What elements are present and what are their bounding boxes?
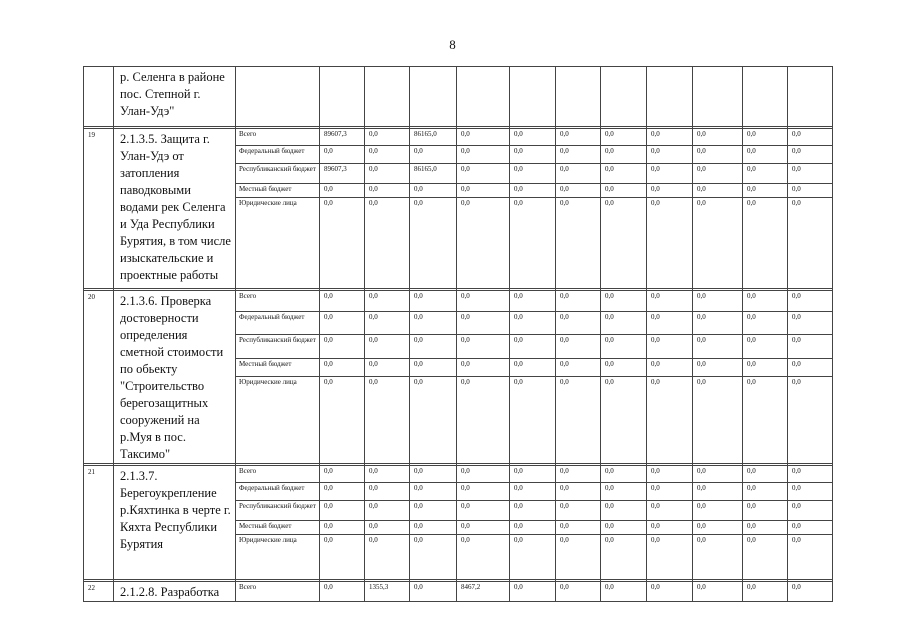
funding-source: Республиканский бюджет	[236, 164, 320, 184]
value-cell: 0,0	[457, 334, 510, 359]
value-cell: 0,0	[788, 184, 833, 198]
value-cell: 0,0	[510, 312, 556, 334]
row-index: 20	[84, 291, 114, 464]
funding-source: Местный бюджет	[236, 521, 320, 535]
value-cell: 0,0	[365, 501, 410, 521]
value-cell: 0,0	[410, 198, 457, 289]
value-cell: 0,0	[320, 466, 365, 483]
value-cell: 0,0	[647, 466, 693, 483]
value-cell: 0,0	[743, 582, 788, 602]
value-cell: 0,0	[510, 198, 556, 289]
value-cell: 0,0	[788, 501, 833, 521]
row-index: 21	[84, 466, 114, 580]
value-cell: 0,0	[410, 291, 457, 312]
value-cell: 0,0	[743, 501, 788, 521]
value-cell: 0,0	[601, 334, 647, 359]
value-cell: 0,0	[693, 501, 743, 521]
measure-name: 2.1.2.8. Разработка	[114, 582, 236, 602]
value-cell: 0,0	[601, 582, 647, 602]
value-cell: 0,0	[410, 521, 457, 535]
funding-source: Федеральный бюджет	[236, 146, 320, 164]
value-cell: 0,0	[510, 184, 556, 198]
value-cell: 0,0	[743, 376, 788, 463]
value-cell: 0,0	[647, 146, 693, 164]
value-cell: 0,0	[788, 198, 833, 289]
value-cell	[693, 67, 743, 127]
value-cell: 0,0	[647, 359, 693, 376]
value-cell: 8467,2	[457, 582, 510, 602]
funding-source: Всего	[236, 291, 320, 312]
value-cell: 0,0	[510, 129, 556, 146]
table-row	[84, 129, 833, 146]
value-cell: 0,0	[510, 291, 556, 312]
row-index	[84, 67, 114, 127]
value-cell: 0,0	[788, 312, 833, 334]
value-cell: 0,0	[693, 291, 743, 312]
value-cell: 0,0	[365, 291, 410, 312]
value-cell: 0,0	[743, 312, 788, 334]
value-cell: 0,0	[647, 184, 693, 198]
value-cell: 0,0	[693, 483, 743, 501]
value-cell: 0,0	[510, 483, 556, 501]
value-cell	[556, 67, 601, 127]
table-row	[84, 67, 833, 127]
value-cell: 0,0	[601, 376, 647, 463]
value-cell: 89607,3	[320, 164, 365, 184]
value-cell	[743, 67, 788, 127]
value-cell: 0,0	[410, 466, 457, 483]
value-cell: 0,0	[410, 376, 457, 463]
value-cell: 0,0	[320, 483, 365, 501]
funding-source: Всего	[236, 466, 320, 483]
value-cell	[510, 67, 556, 127]
value-cell: 0,0	[788, 483, 833, 501]
value-cell: 0,0	[601, 501, 647, 521]
value-cell: 0,0	[320, 582, 365, 602]
table-row	[84, 466, 833, 483]
value-cell: 0,0	[647, 483, 693, 501]
value-cell: 0,0	[510, 334, 556, 359]
value-cell: 0,0	[457, 146, 510, 164]
value-cell: 0,0	[510, 146, 556, 164]
value-cell: 0,0	[457, 521, 510, 535]
measure-name: 2.1.3.7. Берегоукрепление р.Кяхтинка в черте г. Кяхта Республики Бурятия	[114, 466, 236, 580]
value-cell: 0,0	[788, 291, 833, 312]
budget-table	[83, 66, 833, 602]
value-cell: 0,0	[556, 291, 601, 312]
value-cell: 0,0	[601, 521, 647, 535]
value-cell: 0,0	[601, 466, 647, 483]
funding-source: Всего	[236, 129, 320, 146]
value-cell: 0,0	[647, 334, 693, 359]
value-cell: 0,0	[788, 334, 833, 359]
value-cell: 0,0	[556, 501, 601, 521]
value-cell: 0,0	[457, 291, 510, 312]
value-cell: 0,0	[410, 146, 457, 164]
funding-source: Юридические лица	[236, 198, 320, 289]
funding-source: Местный бюджет	[236, 359, 320, 376]
value-cell: 0,0	[788, 466, 833, 483]
funding-source: Юридические лица	[236, 535, 320, 580]
value-cell: 0,0	[365, 334, 410, 359]
value-cell: 0,0	[320, 184, 365, 198]
value-cell: 0,0	[457, 483, 510, 501]
value-cell: 0,0	[510, 359, 556, 376]
value-cell: 0,0	[693, 146, 743, 164]
value-cell: 0,0	[410, 359, 457, 376]
value-cell: 0,0	[410, 582, 457, 602]
value-cell: 0,0	[788, 129, 833, 146]
value-cell: 0,0	[647, 129, 693, 146]
value-cell: 0,0	[601, 312, 647, 334]
value-cell: 0,0	[365, 164, 410, 184]
value-cell: 0,0	[693, 521, 743, 535]
value-cell: 0,0	[743, 164, 788, 184]
table-row	[84, 582, 833, 602]
value-cell: 0,0	[788, 535, 833, 580]
value-cell: 0,0	[556, 582, 601, 602]
value-cell: 0,0	[410, 184, 457, 198]
value-cell: 0,0	[365, 184, 410, 198]
value-cell: 0,0	[647, 521, 693, 535]
value-cell: 0,0	[601, 146, 647, 164]
value-cell: 89607,3	[320, 129, 365, 146]
value-cell: 0,0	[457, 164, 510, 184]
value-cell: 0,0	[601, 164, 647, 184]
value-cell: 0,0	[788, 359, 833, 376]
value-cell: 0,0	[365, 146, 410, 164]
value-cell: 0,0	[365, 376, 410, 463]
value-cell: 0,0	[457, 129, 510, 146]
value-cell: 0,0	[365, 535, 410, 580]
value-cell: 0,0	[410, 501, 457, 521]
value-cell: 0,0	[647, 198, 693, 289]
value-cell: 0,0	[556, 129, 601, 146]
value-cell	[410, 67, 457, 127]
table-row	[84, 291, 833, 312]
value-cell: 0,0	[510, 582, 556, 602]
measure-name: 2.1.3.6. Проверка достоверности определения сметной стоимости по обьекту "Строительство берегозащитных сооружений на р.Муя в пос. Таксимо"	[114, 291, 236, 464]
value-cell: 0,0	[457, 184, 510, 198]
value-cell: 0,0	[410, 334, 457, 359]
value-cell: 0,0	[743, 291, 788, 312]
value-cell: 86165,0	[410, 164, 457, 184]
value-cell	[788, 67, 833, 127]
page-number: 8	[449, 37, 456, 52]
value-cell: 0,0	[693, 164, 743, 184]
value-cell: 0,0	[647, 535, 693, 580]
value-cell	[601, 67, 647, 127]
value-cell: 0,0	[601, 535, 647, 580]
value-cell: 0,0	[510, 501, 556, 521]
value-cell	[320, 67, 365, 127]
value-cell: 0,0	[320, 501, 365, 521]
value-cell: 0,0	[510, 164, 556, 184]
value-cell: 0,0	[320, 146, 365, 164]
value-cell: 0,0	[647, 312, 693, 334]
value-cell: 0,0	[320, 521, 365, 535]
value-cell: 0,0	[457, 535, 510, 580]
value-cell: 0,0	[556, 334, 601, 359]
value-cell: 0,0	[320, 376, 365, 463]
value-cell: 0,0	[743, 359, 788, 376]
value-cell: 0,0	[457, 312, 510, 334]
value-cell: 0,0	[693, 129, 743, 146]
value-cell: 0,0	[410, 535, 457, 580]
value-cell	[365, 67, 410, 127]
value-cell: 0,0	[601, 359, 647, 376]
value-cell: 0,0	[743, 535, 788, 580]
value-cell: 0,0	[457, 501, 510, 521]
value-cell: 0,0	[693, 466, 743, 483]
funding-source: Республиканский бюджет	[236, 501, 320, 521]
value-cell: 0,0	[365, 312, 410, 334]
value-cell: 0,0	[743, 466, 788, 483]
value-cell: 0,0	[743, 521, 788, 535]
funding-source: Федеральный бюджет	[236, 483, 320, 501]
value-cell: 0,0	[510, 376, 556, 463]
value-cell	[647, 67, 693, 127]
value-cell: 0,0	[556, 146, 601, 164]
funding-source: Юридические лица	[236, 376, 320, 463]
value-cell: 0,0	[365, 129, 410, 146]
value-cell: 0,0	[510, 535, 556, 580]
value-cell: 0,0	[693, 535, 743, 580]
value-cell: 0,0	[410, 312, 457, 334]
value-cell: 0,0	[693, 582, 743, 602]
value-cell: 0,0	[457, 466, 510, 483]
value-cell: 0,0	[510, 466, 556, 483]
row-index: 19	[84, 129, 114, 289]
value-cell: 0,0	[320, 198, 365, 289]
value-cell: 0,0	[693, 312, 743, 334]
value-cell: 86165,0	[410, 129, 457, 146]
value-cell: 0,0	[320, 291, 365, 312]
value-cell: 0,0	[788, 164, 833, 184]
value-cell: 0,0	[693, 334, 743, 359]
value-cell: 0,0	[556, 483, 601, 501]
value-cell: 0,0	[693, 359, 743, 376]
value-cell: 0,0	[556, 521, 601, 535]
measure-name: 2.1.3.5. Защита г. Улан-Удэ от затопления паводковыми водами рек Селенга и Уда Республики Бурятия, в том числе изыскательские и проектные работы	[114, 129, 236, 289]
funding-source	[236, 67, 320, 127]
value-cell	[457, 67, 510, 127]
value-cell: 1355,3	[365, 582, 410, 602]
value-cell: 0,0	[601, 291, 647, 312]
value-cell: 0,0	[320, 359, 365, 376]
value-cell: 0,0	[365, 483, 410, 501]
value-cell: 0,0	[556, 184, 601, 198]
value-cell: 0,0	[556, 466, 601, 483]
value-cell: 0,0	[788, 582, 833, 602]
funding-source: Федеральный бюджет	[236, 312, 320, 334]
value-cell: 0,0	[743, 146, 788, 164]
value-cell: 0,0	[647, 291, 693, 312]
value-cell: 0,0	[788, 146, 833, 164]
value-cell: 0,0	[556, 164, 601, 184]
value-cell: 0,0	[743, 198, 788, 289]
value-cell: 0,0	[556, 198, 601, 289]
value-cell: 0,0	[320, 334, 365, 359]
funding-source: Всего	[236, 582, 320, 602]
value-cell: 0,0	[365, 198, 410, 289]
value-cell: 0,0	[601, 184, 647, 198]
value-cell: 0,0	[743, 129, 788, 146]
measure-name: р. Селенга в районе пос. Степной г. Улан-Удэ"	[114, 67, 236, 127]
value-cell: 0,0	[647, 164, 693, 184]
value-cell: 0,0	[365, 359, 410, 376]
value-cell: 0,0	[365, 466, 410, 483]
value-cell: 0,0	[647, 501, 693, 521]
value-cell: 0,0	[601, 129, 647, 146]
value-cell: 0,0	[693, 198, 743, 289]
value-cell: 0,0	[365, 521, 410, 535]
value-cell: 0,0	[320, 312, 365, 334]
value-cell: 0,0	[647, 376, 693, 463]
value-cell: 0,0	[556, 359, 601, 376]
value-cell: 0,0	[693, 376, 743, 463]
funding-source: Местный бюджет	[236, 184, 320, 198]
funding-source: Республиканский бюджет	[236, 334, 320, 359]
value-cell: 0,0	[647, 582, 693, 602]
value-cell: 0,0	[556, 535, 601, 580]
value-cell: 0,0	[457, 198, 510, 289]
value-cell: 0,0	[743, 334, 788, 359]
value-cell: 0,0	[693, 184, 743, 198]
value-cell: 0,0	[510, 521, 556, 535]
value-cell: 0,0	[410, 483, 457, 501]
value-cell: 0,0	[743, 184, 788, 198]
value-cell: 0,0	[320, 535, 365, 580]
value-cell: 0,0	[788, 376, 833, 463]
value-cell: 0,0	[556, 312, 601, 334]
value-cell: 0,0	[457, 359, 510, 376]
value-cell: 0,0	[601, 483, 647, 501]
value-cell: 0,0	[788, 521, 833, 535]
value-cell: 0,0	[556, 376, 601, 463]
value-cell: 0,0	[601, 198, 647, 289]
value-cell: 0,0	[743, 483, 788, 501]
value-cell: 0,0	[457, 376, 510, 463]
row-index: 22	[84, 582, 114, 602]
